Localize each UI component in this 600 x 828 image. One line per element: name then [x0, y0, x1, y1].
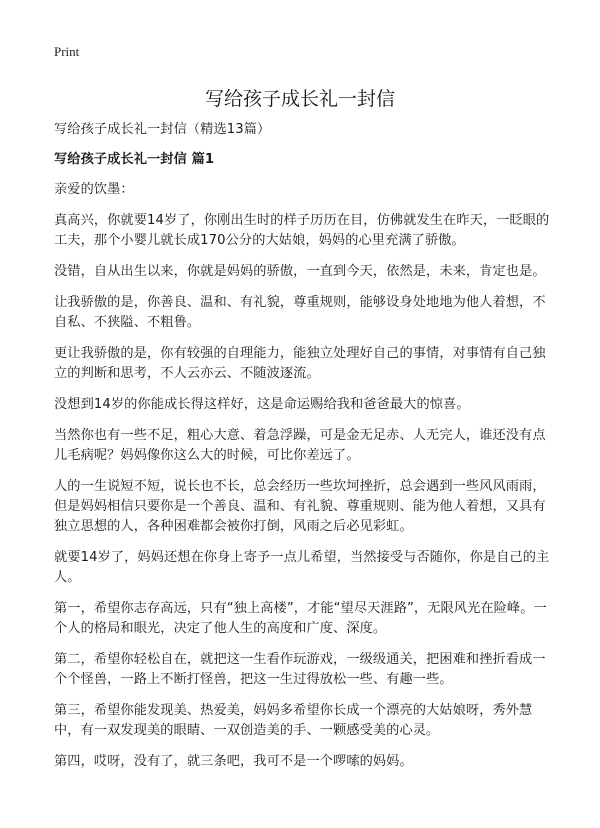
paragraph: 真高兴，你就要14岁了，你刚出生时的样子历历在目，仿佛就发生在昨天，一眨眼的工夫，那个小婴儿就长成170公分的大姑娘，妈妈的心里充满了骄傲。: [54, 213, 550, 248]
article-subtitle: 写给孩子成长礼一封信（精选13篇）: [54, 122, 271, 137]
article-body: [54, 120, 554, 783]
greeting: 亲爱的饮墨：: [54, 182, 134, 197]
paragraph: 当然你也有一些不足，粗心大意、着急浮躁，可是金无足赤、人无完人，谁还没有点儿毛病呢？妈妈像你这么大的时候，可比你差远了。: [54, 428, 546, 463]
paragraph: 第二，希望你轻松自在，就把这一生看作玩游戏，一级级通关，把困难和挫折看成一个个怪兽，一路上不断打怪兽，把这一生过得放松一些、有趣一些。: [54, 652, 546, 687]
paragraph: 没错，自从出生以来，你就是妈妈的骄傲，一直到今天，依然是，未来，肯定也是。: [54, 264, 546, 279]
section-heading: 写给孩子成长礼一封信 篇1: [54, 152, 215, 167]
paragraph: 让我骄傲的是，你善良、温和、有礼貌，尊重规则，能够设身处地地为他人着想，不自私、不狭隘、不粗鲁。: [54, 295, 546, 330]
paragraph: 人的一生说短不短，说长也不长，总会经历一些坎坷挫折，总会遇到一些风风雨雨，但是妈妈相信只要你是一个善良、温和、有礼貌、尊重规则、能为他人着想，又具有独立思想的人，各种困难都会被你打倒，风雨之后必见彩虹。: [54, 479, 546, 534]
paragraph: 第三，希望你能发现美、热爱美，妈妈多希望你长成一个漂亮的大姑娘呀，秀外慧中，有一双发现美的眼睛、一双创造美的手、一颗感受美的心灵。: [54, 703, 533, 738]
paragraph: 没想到14岁的你能成长得这样好，这是命运赐给我和爸爸最大的惊喜。: [54, 397, 470, 412]
paragraph: 就要14岁了，妈妈还想在你身上寄予一点儿希望，当然接受与否随你，你是自己的主人。: [54, 550, 550, 585]
print-link[interactable]: Print: [54, 44, 80, 59]
page-title: 写给孩子成长礼一封信: [204, 88, 395, 110]
paragraph: 第一，希望你志存高远，只有“独上高楼”，才能“望尽天涯路”，无限风光在险峰。一个人的格局和眼光，决定了他人生的高度和广度、深度。: [54, 601, 547, 636]
paragraph: 更让我骄傲的是，你有较强的自理能力，能独立处理好自己的事情，对事情有自己独立的判断和思考，不人云亦云、不随波逐流。: [54, 346, 546, 381]
paragraph: 第四，哎呀，没有了，就三条吧，我可不是一个啰嗦的妈妈。: [54, 754, 413, 769]
